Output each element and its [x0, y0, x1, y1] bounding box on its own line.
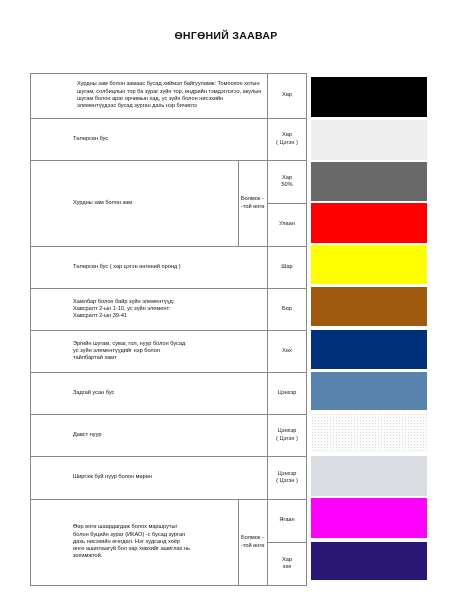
color-code	[268, 161, 307, 204]
swatch-blue-dotted	[311, 413, 427, 453]
swatch-gray-50	[311, 162, 427, 201]
side-note-text: Болмок - -той өнгө	[241, 535, 265, 549]
color-code-text: Цэнхэр ( Цэгэн )	[276, 470, 298, 484]
color-code-text: Хар 50%	[281, 174, 293, 188]
row-description	[31, 331, 268, 373]
color-code	[268, 415, 307, 457]
color-code: Шар	[268, 247, 307, 289]
table-row	[31, 415, 307, 457]
row-side-note	[239, 500, 268, 586]
legend-table	[30, 73, 307, 586]
table-row	[31, 373, 307, 415]
swatch-magenta	[311, 498, 427, 538]
swatch-black	[311, 77, 427, 117]
row-description-text: Эргийн шугам, суваг, гол, нуур болон бусад ус зүйн элементүүдийг нэр болон тайлбартай хамт	[73, 340, 186, 362]
color-code-text: Хар хөх	[282, 556, 292, 570]
color-code-text: Цэнхэр ( Цэгэн )	[276, 428, 298, 442]
swatch-dark-blue	[311, 542, 427, 580]
table-row	[31, 289, 307, 331]
page-title: ӨНГӨНИЙ ЗААВАР	[174, 30, 278, 42]
color-code-text: Хар ( Цэгэн )	[276, 132, 298, 146]
color-code	[268, 543, 307, 586]
row-description-text: Хамлбар болон байр зүйн элементүүд: Хавсралт 2-ын 1-10, ус зүйн элемент: Хавсралт 2-ын 39-41	[73, 298, 175, 320]
color-code	[268, 119, 307, 161]
row-description: Төлөрсөн бус	[31, 119, 268, 161]
swatch-red	[311, 203, 427, 243]
row-description-text: Өөр өнгө шаардагдаж болох маршрутыг болон буцийн зураг (ИКАО) -с бусад зурган дахь нисэхийн өгөгдөл. Нэг худсанд хоёр өнгө ашиглаагүй бол хар хөвхийг ашиглах нь зохимжтой.	[73, 524, 190, 560]
swatch-black-dotted	[311, 120, 427, 160]
color-code: Улаан	[268, 204, 307, 247]
color-code: Бор	[268, 289, 307, 331]
row-description: Хурдны зам болон замаас бусад хиймэл байгууламж: Томоохон хотын шугам, солбицлын тор ба зураг зүйн тор, өндрийн тэмдэглэгээ, акулын шугам болон араг орчимын хад, ус зүйн болон нисэхийн элементүүдээс бусад зурган дахь нэр бичиглэ	[31, 74, 268, 119]
swatch-yellow	[311, 245, 427, 284]
color-code: Ягаан	[268, 500, 307, 543]
row-description: Төлөрсөн бус ( хар цэгэн өнгөний оронд )	[31, 247, 268, 289]
table-row	[31, 119, 307, 161]
color-code	[268, 457, 307, 500]
row-description	[31, 289, 268, 331]
row-description: Давст нуур	[31, 415, 268, 457]
table-row	[31, 500, 307, 543]
row-description: Хурдны зам болон зам	[31, 161, 239, 247]
table-row	[31, 74, 307, 119]
table-row	[31, 247, 307, 289]
color-code: Хөх	[268, 331, 307, 373]
row-description	[31, 500, 239, 586]
row-description: Задгай усан бус	[31, 373, 268, 415]
color-code: Хар	[268, 74, 307, 119]
swatch-blue-dotted-dense	[311, 456, 427, 496]
side-note-text: Болмок - -той өнгө	[241, 196, 265, 210]
swatch-navy	[311, 330, 427, 369]
color-code: Цэнхэр	[268, 373, 307, 415]
table-row	[31, 161, 307, 204]
row-side-note	[239, 161, 268, 247]
swatch-steel-blue	[311, 372, 427, 410]
table-row	[31, 331, 307, 373]
color-swatch-column	[311, 0, 427, 602]
swatch-brown	[311, 287, 427, 326]
table-row	[31, 457, 307, 500]
row-description: Ширгэж буй нуур болон мөрөн	[31, 457, 268, 500]
